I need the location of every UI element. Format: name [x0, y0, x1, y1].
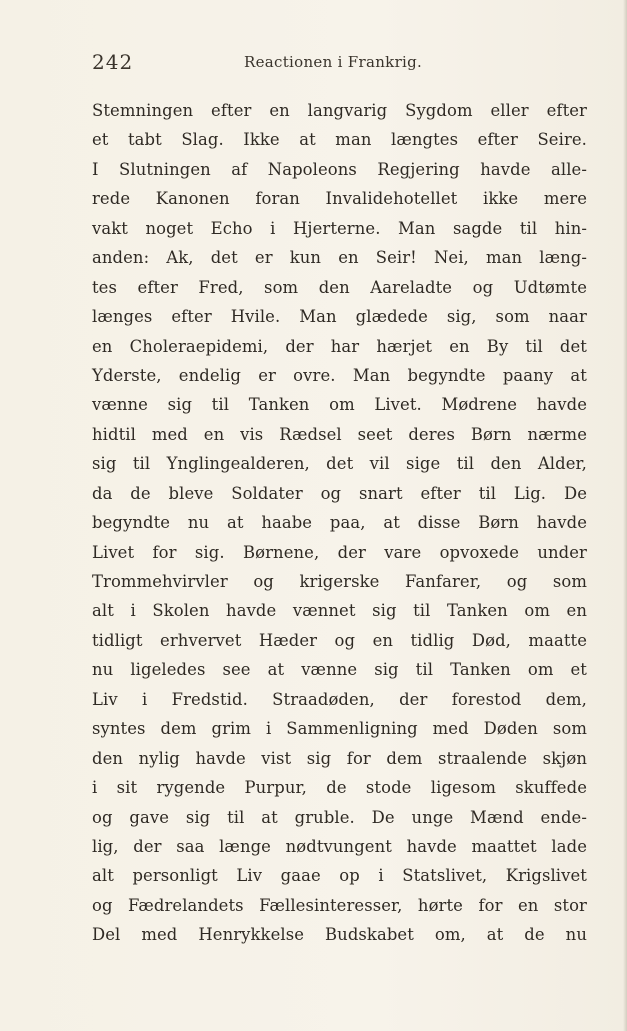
text-line: Liv i Fredstid. Straadøden, der forestod dem,: [92, 689, 587, 709]
text-line: vænne sig til Tanken om Livet. Mødrene havde: [92, 395, 587, 415]
text-line: en Choleraepidemi, der har hærjet en By til det: [92, 336, 587, 356]
running-title: Reactionen i Frankrig.: [244, 53, 423, 71]
text-line: I Slutningen af Napoleons Regjering havde alle-: [92, 159, 587, 179]
text-line: Livet for sig. Børnene, der vare opvoxede under: [92, 542, 587, 562]
text-line: rede Kanonen foran Invalidehotellet ikke mere: [92, 189, 587, 209]
text-line: sig til Ynglingealderen, det vil sige til den Alder,: [92, 454, 587, 474]
text-line: da de bleve Soldater og snart efter til Lig. De: [92, 483, 587, 503]
text-line: nu ligeledes see at vænne sig til Tanken om et: [92, 660, 587, 680]
page-edge-shadow: [623, 0, 627, 1031]
text-line: lig, der saa længe nødtvungent havde maattet lade: [92, 836, 587, 856]
text-line: længes efter Hvile. Man glædede sig, som naar: [92, 307, 587, 327]
text-line: syntes dem grim i Sammenligning med Døden som: [92, 719, 587, 739]
text-line: alt personligt Liv gaae op i Statslivet, Krigslivet: [92, 866, 587, 886]
text-line: anden: Ak, det er kun en Seir! Nei, man læng-: [92, 248, 587, 268]
text-line: tidligt erhvervet Hæder og en tidlig Død, maatte: [92, 630, 587, 650]
text-line: tes efter Fred, som den Aareladte og Udtømte: [92, 277, 587, 297]
page-header: [92, 50, 592, 76]
body-text: [92, 96, 587, 950]
text-line: og gave sig til at gruble. De unge Mænd endе-: [92, 807, 587, 827]
text-line: den nylig havde vist sig for dem straalende skjøn: [92, 748, 587, 768]
text-line: hidtil med en vis Rædsel seet deres Børn nærme: [92, 424, 587, 444]
page-number: 242: [92, 50, 134, 74]
text-line: begyndte nu at haabe paa, at disse Børn havde: [92, 513, 587, 533]
text-line: Del med Henrykkelse Budskabet om, at de nu: [92, 925, 587, 945]
text-line: alt i Skolen havde vænnet sig til Tanken om en: [92, 601, 587, 621]
text-line: i sit rygende Purpur, de stode ligesom skuffede: [92, 778, 587, 798]
text-line: Trommehvirvler og krigerske Fanfarer, og som: [92, 572, 587, 591]
text-line: og Fædrelandets Fællesinteresser, hørte for en stor: [92, 895, 587, 915]
text-line: Yderste, endelig er ovre. Man begyndte paany at: [92, 365, 587, 385]
text-line: vakt noget Echo i Hjerterne. Man sagde til hin-: [92, 218, 587, 238]
text-line: Stemningen efter en langvarig Sygdom eller efter: [92, 101, 587, 120]
text-line: et tabt Slag. Ikke at man længtes efter Seire.: [92, 130, 587, 150]
